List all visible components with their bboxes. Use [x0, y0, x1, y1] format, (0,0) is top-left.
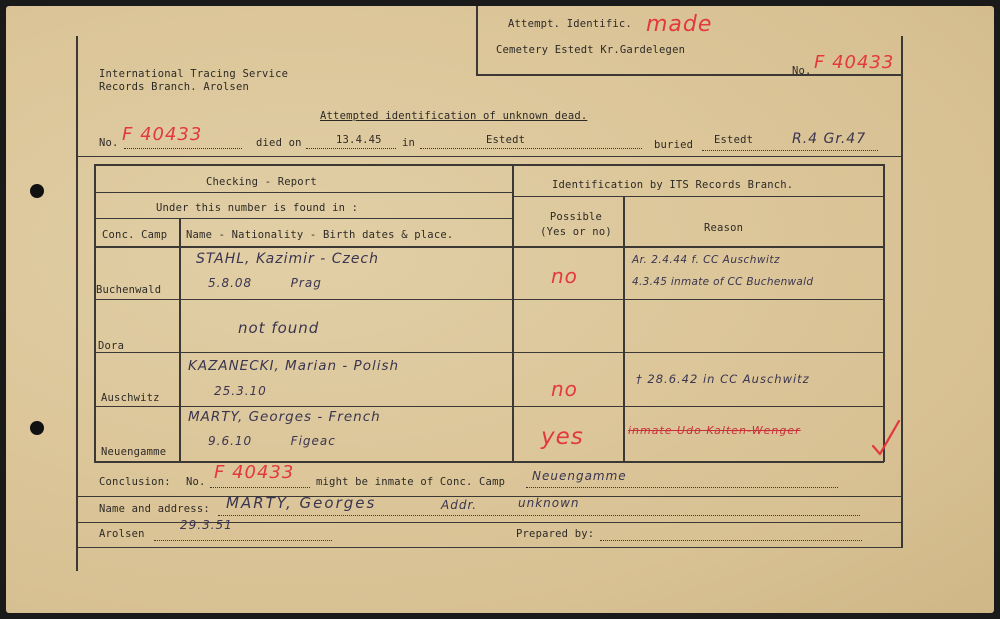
cemetery-label: Cemetery Estedt Kr.Gardelegen	[496, 44, 686, 56]
row3-name-line1: KAZANECKI, Marian - Polish	[188, 358, 400, 374]
identification-heading: Identification by ITS Records Branch.	[552, 179, 794, 191]
row2-name-line1: not found	[238, 319, 320, 337]
table-left	[94, 164, 96, 462]
page-title: Attempted identification of unknown dead.	[320, 110, 588, 122]
conclusion-camp-value: Neuengamme	[532, 469, 627, 483]
name-value: MARTY, Georges	[226, 494, 377, 512]
row2-camp: Dora	[98, 340, 125, 352]
addr-value: unknown	[518, 496, 580, 510]
right-margin-line	[901, 36, 903, 548]
row4-possible: yes	[541, 424, 584, 450]
header-no-label: No.	[792, 65, 812, 77]
conclusion-label: Conclusion:	[99, 476, 171, 488]
conclusion-camp-dots	[526, 487, 838, 488]
org-line-1: International Tracing Service	[99, 68, 289, 80]
died-dots	[306, 148, 396, 149]
left-margin-line	[76, 36, 78, 571]
prepared-dots	[600, 540, 862, 541]
table-split	[512, 164, 514, 462]
name-address-label: Name and address:	[99, 503, 210, 515]
row4-name-line2: 9.6.10 Figeac	[208, 434, 336, 448]
in-dots	[420, 148, 642, 149]
died-label: died on	[256, 137, 302, 149]
row4-reason-line1: inmate Udo Kalten-Wenger	[628, 424, 801, 437]
header-box-bottom	[476, 74, 901, 76]
row-sep-1	[94, 299, 884, 300]
name-address-dots	[218, 515, 860, 516]
header-no-value: F 40433	[814, 52, 895, 73]
row3-camp: Auschwitz	[101, 392, 160, 404]
record-no-dots	[124, 148, 242, 149]
header-box-left	[476, 6, 478, 74]
row3-name-line2: 25.3.10	[214, 384, 267, 398]
died-value: 13.4.45	[336, 134, 382, 146]
found-in-heading: Under this number is found in :	[156, 202, 359, 214]
attempt-identific-label: Attempt. Identific.	[508, 18, 632, 30]
bottom-divider-3	[76, 547, 902, 548]
record-no-value: F 40433	[122, 124, 203, 145]
in-value: Estedt	[486, 134, 526, 146]
conclusion-no-dots	[210, 487, 310, 488]
reason-col-line	[623, 196, 625, 462]
row1-reason-line2: 4.3.45 inmate of CC Buchenwald	[632, 276, 814, 288]
record-divider	[76, 156, 902, 157]
addr-label: Addr.	[441, 498, 478, 512]
row1-name-line1: STAHL, Kazimir - Czech	[196, 251, 379, 267]
conclusion-no-value: F 40433	[214, 462, 295, 483]
row-sep-2	[94, 352, 884, 353]
conclusion-no-label: No.	[186, 476, 206, 488]
check-mark-icon	[870, 418, 902, 458]
index-card	[6, 6, 994, 613]
col-reason-heading: Reason	[704, 222, 744, 234]
punch-hole-top	[30, 184, 44, 198]
bottom-divider-1	[76, 496, 902, 497]
col-possible-heading: Possible (Yes or no)	[540, 211, 612, 238]
columns-header-bottom	[94, 246, 884, 248]
prepared-label: Prepared by:	[516, 528, 595, 540]
ident-header-line	[512, 196, 884, 197]
row1-possible: no	[551, 264, 578, 288]
row-sep-3	[94, 406, 884, 407]
table-bottom	[94, 461, 884, 463]
row3-reason-line1: † 28.6.42 in CC Auschwitz	[636, 372, 810, 386]
in-label: in	[402, 137, 416, 149]
row1-camp: Buchenwald	[96, 284, 162, 296]
row4-camp: Neuengamme	[101, 446, 167, 458]
report-header-line-1	[94, 192, 514, 193]
col-camp-heading: Conc. Camp	[102, 229, 168, 241]
buried-label: buried	[654, 139, 694, 151]
made-stamp: made	[646, 12, 713, 37]
grave-value: R.4 Gr.47	[792, 131, 867, 147]
punch-hole-bottom	[30, 421, 44, 435]
date-value: 29.3.51	[180, 518, 233, 532]
org-line-2: Records Branch. Arolsen	[99, 81, 249, 93]
row1-reason-line1: Ar. 2.4.44 f. CC Auschwitz	[632, 254, 781, 266]
buried-dots	[702, 150, 878, 151]
record-no-label: No.	[99, 137, 119, 149]
report-header-line-2	[94, 218, 514, 219]
camp-col-line	[179, 218, 181, 462]
row4-name-line1: MARTY, Georges - French	[188, 409, 381, 425]
conclusion-text: might be inmate of Conc. Camp	[316, 476, 506, 488]
arolsen-label: Arolsen	[99, 528, 145, 540]
col-name-heading: Name - Nationality - Birth dates & place.	[186, 229, 454, 241]
buried-value: Estedt	[714, 134, 754, 146]
table-top	[94, 164, 884, 166]
row3-possible: no	[551, 377, 578, 401]
checking-report-heading: Checking - Report	[206, 176, 317, 188]
arolsen-dots	[154, 540, 332, 541]
row1-name-line2: 5.8.08 Prag	[208, 276, 322, 290]
